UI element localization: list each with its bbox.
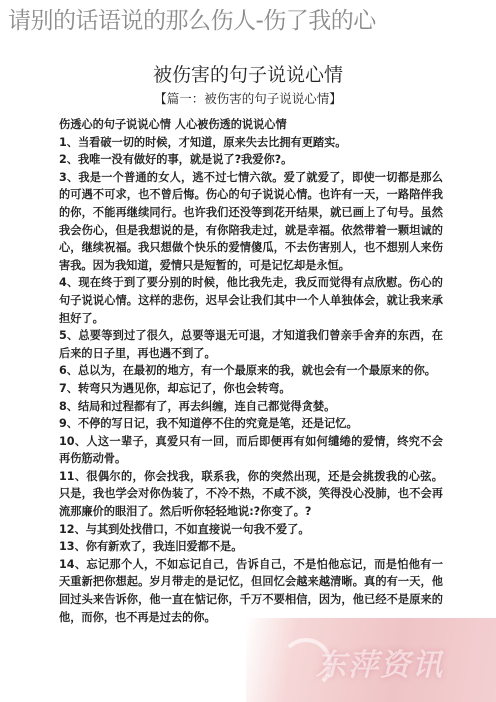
page-title: 请别的话语说的那么伤人-伤了我的心 [8, 8, 376, 34]
document-subtitle: 【篇一：被伤害的句子说说心情】 [154, 91, 342, 106]
watermark [246, 618, 496, 702]
article-paragraph: 1、当看破一切的时候，才知道，原来失去比拥有更踏实。 [59, 135, 347, 149]
article-paragraph: 4、现在终于到了要分别的时候，他比我先走，我反而觉得有点欣慰。伤心的句子说说心情。这样的悲伤，迟早会让我们其中一个人单独体会，就让我来承担好了。 [59, 276, 443, 325]
article-paragraph: 7、转弯只为遇见你，却忘记了，你也会转弯。 [59, 381, 291, 395]
article-paragraph: 9、不停的写日记，我不知道停不住的究竟是笔，还是记忆。 [59, 417, 358, 431]
article-paragraph: 11、很偶尔的，你会找我，联系我，你的突然出现，还是会挑拨我的心弦。只是，我也学会对你伪装了，不冷不热，不咸不淡，笑得没心没肺，也不会再流那廉价的眼泪了。然后听你轻轻地说:?你变了。? [59, 469, 443, 519]
article-paragraph: 14、忘记那个人，不如忘记自己，告诉自己，不是怕他忘记，而是怕他有一天重新把你想起。岁月带走的是记忆，但回忆会越来越清晰。真的有一天，他回过头来告诉你，他一直在惦记你，千万不要相信，因为，他已经不是原来的他，而你，也不再是过去的你。 [59, 557, 443, 624]
article-paragraph: 3、我是一个普通的女人，逃不过七情六欲。爱了就爱了，即使一切都是那么的可遇不可求，也不曾后悔。伤心的句子说说心情。也许有一天，一路陪伴我的你，不能再继续同行。也许我们还没等到花开结果，就已画上了句号。虽然我会伤心，但是我想说的是，有你陪我走过，就是幸福。依然带着一颗坦诚的心，继续祝福。我只想做个快乐的爱情傻瓜，不去伤害别人，也不想别人来伤害我。因为我知道，爱情只是短暂的，可是记忆却是永恒。 [59, 170, 443, 272]
article-paragraph: 6、总以为，在最初的地方，有一个最原来的我，就也会有一个最原来的你。 [59, 364, 436, 378]
article-heading: 伤透心的句子说说心情 人心被伤透的说说心情 [59, 118, 287, 131]
article-paragraph: 12、与其到处找借口，不如直接说一句我不爱了。 [59, 522, 310, 536]
watermark-logo-text: 东萍资讯 [316, 648, 444, 683]
document-title: 被伤害的句子说说心情 [152, 64, 343, 86]
article-paragraph: 13、你有新欢了，我连旧爱都不是。 [59, 540, 243, 554]
article-paragraph: 10、人这一辈子，真爱只有一回，而后即便再有如何缱绻的爱情，终究不会再伤筋动骨。 [59, 434, 443, 466]
article-paragraph: 2、我唯一没有做好的事，就是说了?我爱你?。 [59, 153, 293, 167]
article-paragraph: 5、总要等到过了很久，总要等退无可退，才知道我们曾亲手舍弃的东西，在后来的日子里，再也遇不到了。 [59, 329, 443, 360]
article-paragraph: 8、结局和过程都有了，再去纠缠，连自己都觉得贪婪。 [59, 399, 336, 413]
article-body [59, 116, 443, 626]
